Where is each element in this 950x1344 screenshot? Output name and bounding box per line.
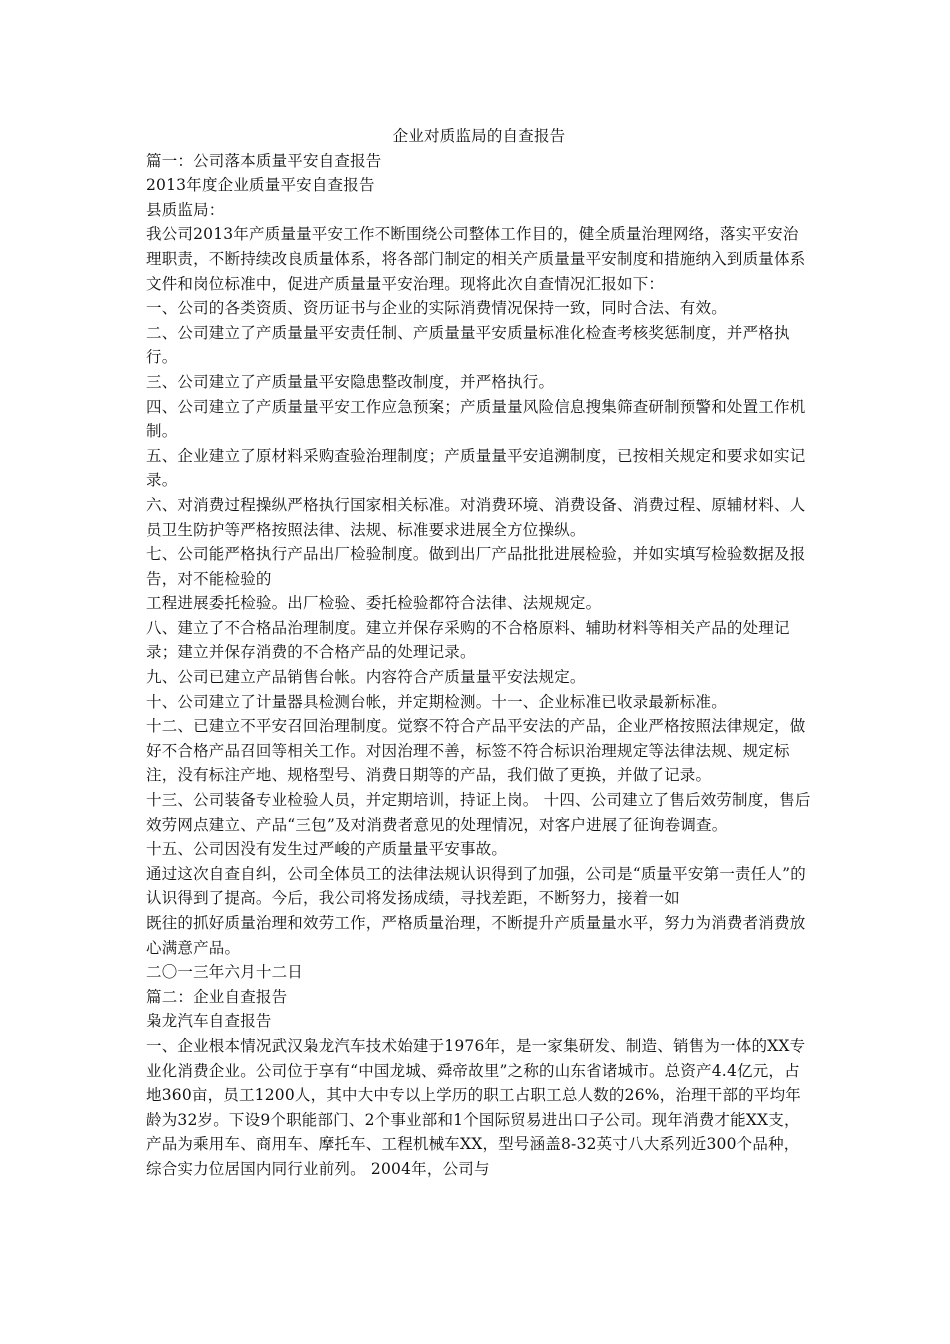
document-title: 企业对质监局的自查报告 <box>392 127 566 145</box>
paragraph: 六、对消费过程操纵严格执行国家相关标准。对消费环境、消费设备、消费过程、原辅材料、人员卫生防护等严格按照法律、法规、标准要求进展全方位操纵。 <box>146 495 806 539</box>
paragraph: 四、公司建立了产质量量平安工作应急预案；产质量量风险信息搜集筛查研制预警和处置工作机制。 <box>146 397 806 441</box>
document-body <box>146 124 812 1182</box>
paragraph: 十、公司建立了计量器具检测台帐，并定期检测。十一、企业标准已收录最新标准。 <box>146 692 727 711</box>
paragraph: 二、公司建立了产质量量平安责任制、产质量量平安质量标准化检查考核奖惩制度，并严格执行。 <box>146 323 790 367</box>
paragraph: 十二、已建立不平安召回治理制度。觉察不符合产品平安法的产品，企业严格按照法律规定，做好不合格产品召回等相关工作。对因治理不善，标签不符合标识治理规定等法律法规、规定标注，没有标注产地、规格型号、消费日期等的产品，我们做了更换，并做了记录。 <box>146 717 806 785</box>
paragraph: 八、建立了不合格品治理制度。建立并保存采购的不合格原料、辅助材料等相关产品的处理记录；建立并保存消费的不合格产品的处理记录。 <box>146 618 790 662</box>
paragraph: 我公司2013年产质量量平安工作不断围绕公司整体工作目的，健全质量治理网络，落实平安治理职责，不断持续改良质量体系，将各部门制定的相关产质量量平安制度和措施纳入到质量体系文件和岗位标准中，促进产质量量平安治理。现将此次自查情况汇报如下： <box>146 225 806 293</box>
section-heading: 篇二：企业自查报告 <box>146 987 288 1006</box>
paragraph: 十五、公司因没有发生过严峻的产质量量平安事故。 <box>146 840 508 859</box>
date-line: 二〇一三年六月十二日 <box>146 963 304 982</box>
paragraph: 一、企业根本情况武汉枭龙汽车技术始建于1976年，是一家集研发、制造、销售为一体的XX专业化消费企业。公司位于享有“中国龙城、舜帝故里”之称的山东省诸城市。总资产4.4亿元，占地360亩，员工1200人，其中大中专以上学历的职工占职工总人数的26%，治理干部的平均年龄为32岁。下设9个职能部门、2个事业部和1个国际贸易进出口子公司。现年消费才能XX支，产品为乘用车、商用车、摩托车、工程机械车XX，型号涵盖8-32英寸八大系列近300个品种，综合实力位居国内同行业前列。 2004年，公司与 <box>146 1036 806 1178</box>
paragraph: 篇一：公司落本质量平安自查报告 <box>146 151 382 170</box>
paragraph: 七、公司能严格执行产品出厂检验制度。做到出厂产品批批进展检验，并如实填写检验数据及报告，对不能检验的 <box>146 545 806 588</box>
paragraph: 一、公司的各类资质、资历证书与企业的实际消费情况保持一致，同时合法、有效。 <box>146 299 727 318</box>
paragraph: 既往的抓好质量治理和效劳工作，严格质量治理，不断提升产质量量水平，努力为消费者消费放心满意产品。 <box>146 914 806 957</box>
paragraph: 五、企业建立了原材料采购查验治理制度；产质量量平安追溯制度，已按相关规定和要求如实记录。 <box>146 446 806 490</box>
paragraph: 九、公司已建立产品销售台帐。内容符合产质量量平安法规定。 <box>146 668 586 687</box>
paragraph: 2013年度企业质量平安自查报告 <box>146 176 375 195</box>
section-subtitle: 枭龙汽车自查报告 <box>146 1012 272 1031</box>
paragraph: 十三、公司装备专业检验人员，并定期培训，持证上岗。 十四、公司建立了售后效劳制度，售后效劳网点建立、产品“三包”及对消费者意见的处理情况，对客户进展了征询卷调查。 <box>146 791 811 834</box>
paragraph: 县质监局： <box>146 200 225 219</box>
paragraph: 工程进展委托检验。出厂检验、委托检验都符合法律、法规规定。 <box>146 594 602 613</box>
paragraph: 通过这次自查自纠，公司全体员工的法律法规认识得到了加强，公司是“质量平安第一责任人”的认识得到了提高。今后，我公司将发扬成绩，寻找差距，不断努力，接着一如 <box>146 864 806 908</box>
paragraph: 三、公司建立了产质量量平安隐患整改制度，并严格执行。 <box>146 372 555 391</box>
